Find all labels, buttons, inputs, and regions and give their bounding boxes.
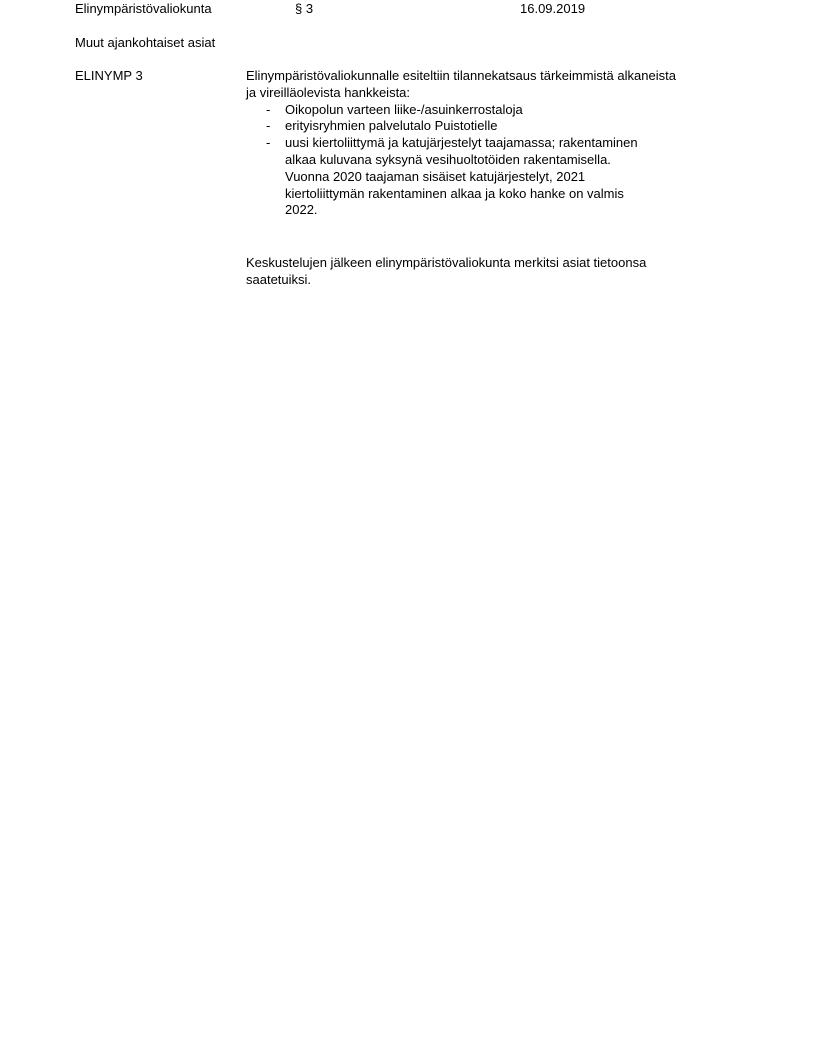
closing-line: Keskustelujen jälkeen elinympäristövaliokunta merkitsi asiat tietoonsa (246, 255, 647, 271)
bullet-item (246, 102, 766, 119)
bullet-text (285, 118, 766, 135)
header-section-number: § 3 (295, 1, 314, 16)
intro-line: ja vireilläolevista hankkeista: (246, 84, 411, 100)
header-committee-name: Elinympäristövaliokunta (75, 1, 212, 16)
header-meeting-date: 16.09.2019 (520, 1, 586, 16)
bullet-text (285, 102, 766, 119)
agenda-item-body (246, 68, 766, 289)
paragraph-gap (246, 219, 766, 255)
bullet-dash: - (266, 118, 271, 134)
bullet-line: Oikopolun varteen liike-/asuinkerrostaloja (285, 101, 523, 117)
bullet-item (246, 118, 766, 135)
agenda-item-title: Muut ajankohtaiset asiat (75, 35, 216, 50)
bullet-line: Vuonna 2020 taajaman sisäiset katujärjestelyt, 2021 (285, 168, 586, 184)
bullet-line: 2022. (285, 202, 318, 218)
bullet-line: kiertoliittymän rakentaminen alkaa ja koko hanke on valmis (285, 185, 624, 201)
bullet-dash: - (266, 135, 271, 151)
closing-line: saatetuiksi. (246, 271, 312, 287)
agenda-item-code: ELINYMP 3 (75, 68, 143, 83)
bullet-dash: - (266, 101, 271, 117)
intro-line: Elinympäristövaliokunnalle esiteltiin tilannekatsaus tärkeimmistä alkaneista (246, 68, 676, 83)
bullet-item (246, 135, 766, 219)
bullet-line: alkaa kuluvana syksynä vesihuoltotöiden rakentamisella. (285, 151, 611, 167)
bullet-line: erityisryhmien palvelutalo Puistotielle (285, 118, 498, 134)
bullet-line: uusi kiertoliittymä ja katujärjestelyt taajamassa; rakentaminen (285, 135, 638, 151)
bullet-text (285, 135, 766, 219)
